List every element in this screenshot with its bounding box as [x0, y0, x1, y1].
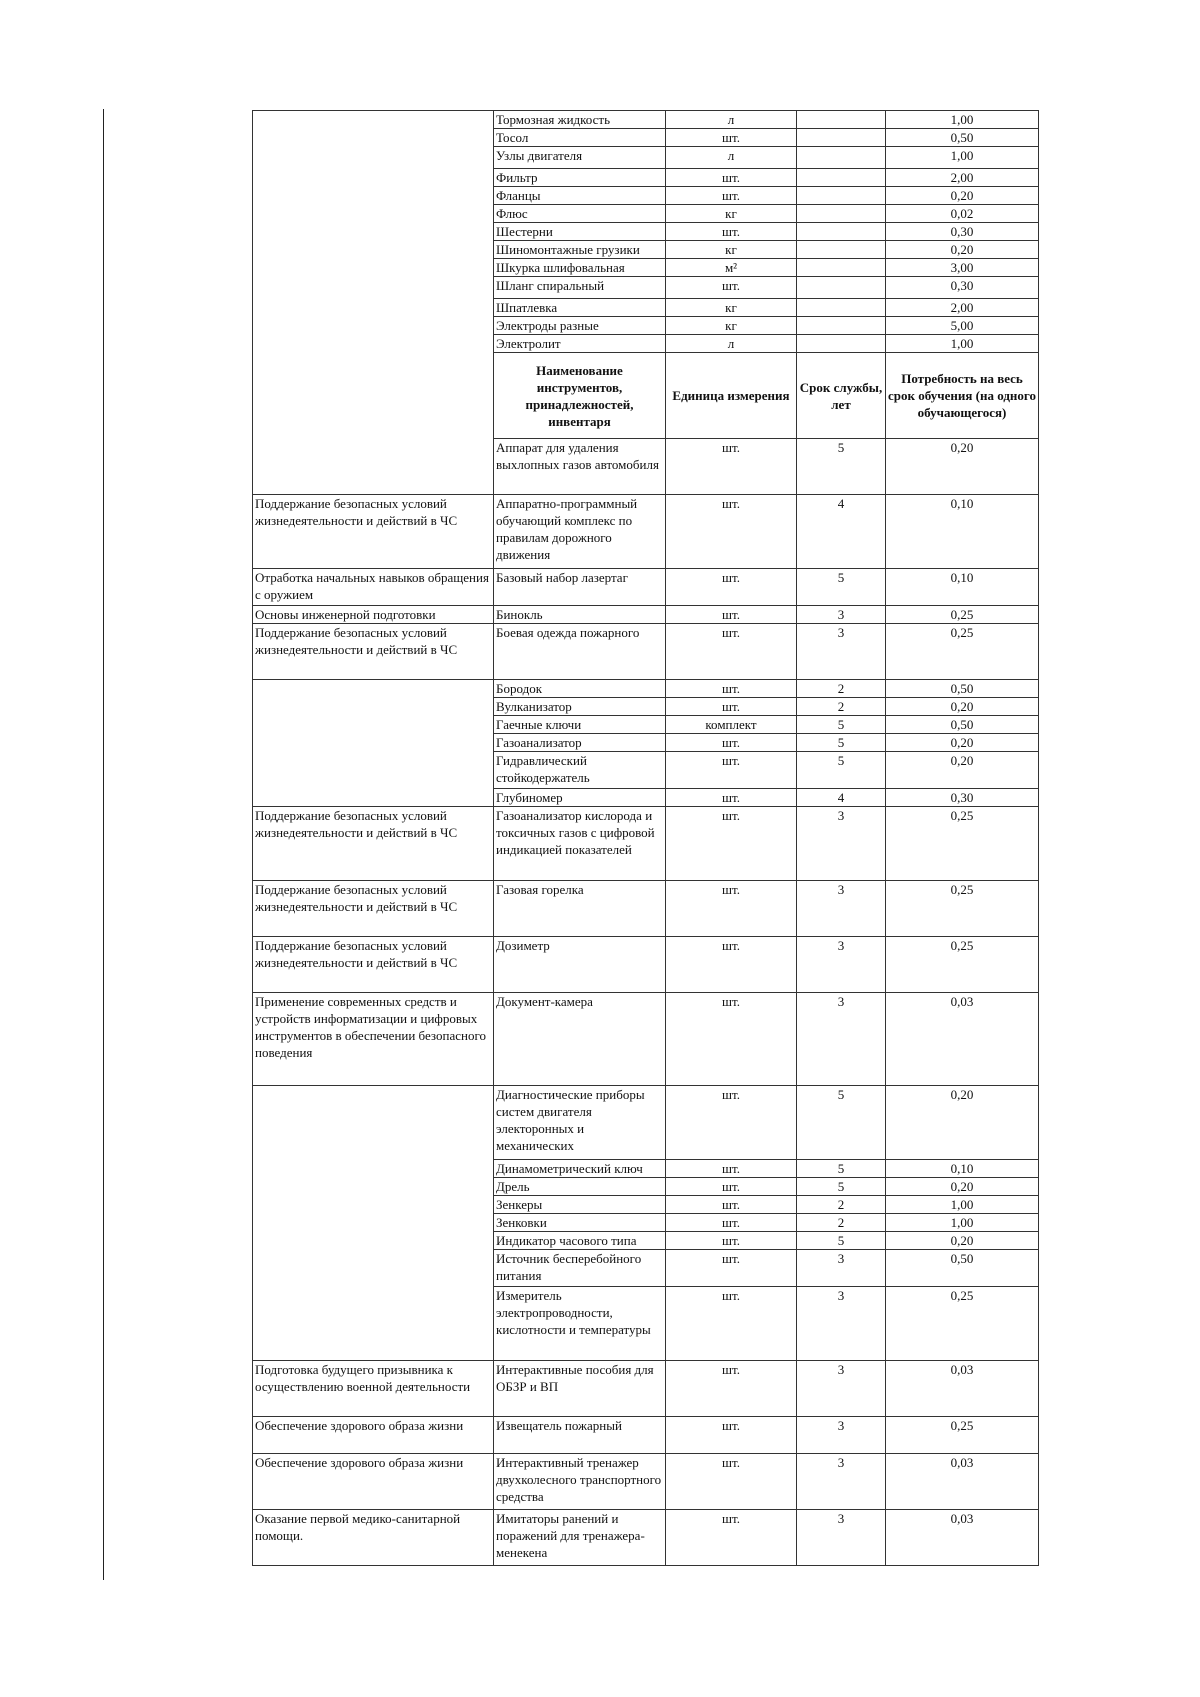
item-name: Гаечные ключи: [494, 716, 666, 734]
item-unit: кг: [666, 299, 797, 317]
item-qty: 3,00: [886, 259, 1039, 277]
item-life: [797, 169, 886, 187]
item-life: 4: [797, 495, 886, 569]
item-life: 2: [797, 698, 886, 716]
item-name: Узлы двигателя: [494, 147, 666, 169]
item-name: Фланцы: [494, 187, 666, 205]
table-row: [253, 111, 1039, 129]
section-cell: Поддержание безопасных условий жизнедеятельности и действий в ЧС: [253, 807, 494, 881]
item-qty: 1,00: [886, 111, 1039, 129]
item-life: 5: [797, 752, 886, 789]
table-row: [253, 606, 1039, 624]
item-life: 3: [797, 937, 886, 993]
section-cell: [253, 680, 494, 807]
item-qty: 0,50: [886, 716, 1039, 734]
item-life: [797, 259, 886, 277]
item-name: Зенкеры: [494, 1196, 666, 1214]
item-qty: 0,20: [886, 752, 1039, 789]
item-qty: 0,10: [886, 495, 1039, 569]
item-qty: 0,20: [886, 698, 1039, 716]
item-qty: 1,00: [886, 1214, 1039, 1232]
item-name: Газовая горелка: [494, 881, 666, 937]
item-qty: 0,20: [886, 241, 1039, 259]
item-qty: 0,25: [886, 881, 1039, 937]
item-qty: 0,25: [886, 1417, 1039, 1454]
table-row: [253, 807, 1039, 881]
item-name: Газоанализатор: [494, 734, 666, 752]
item-unit: шт.: [666, 1196, 797, 1214]
item-name: Боевая одежда пожарного: [494, 624, 666, 680]
table-row: [253, 680, 1039, 698]
table-row: [253, 1454, 1039, 1510]
item-name: Базовый набор лазертаг: [494, 569, 666, 606]
item-qty: 0,25: [886, 606, 1039, 624]
item-unit: шт.: [666, 1510, 797, 1566]
item-qty: 0,25: [886, 624, 1039, 680]
item-qty: 0,30: [886, 277, 1039, 299]
item-name: Тосол: [494, 129, 666, 147]
item-qty: 0,25: [886, 807, 1039, 881]
item-name: Аппаратно-программный обучающий комплекс по правилам дорожного движения: [494, 495, 666, 569]
section-cell: [253, 111, 494, 495]
item-name: Шкурка шлифовальная: [494, 259, 666, 277]
section-cell: Поддержание безопасных условий жизнедеятельности и действий в ЧС: [253, 624, 494, 680]
item-life: 3: [797, 1454, 886, 1510]
table-row: [253, 1361, 1039, 1417]
item-name: Фильтр: [494, 169, 666, 187]
item-unit: шт.: [666, 569, 797, 606]
item-life: 5: [797, 1160, 886, 1178]
item-name: Аппарат для удаления выхлопных газов автомобиля: [494, 439, 666, 495]
item-life: [797, 129, 886, 147]
item-name: Шпатлевка: [494, 299, 666, 317]
item-qty: 0,20: [886, 187, 1039, 205]
item-life: 3: [797, 1287, 886, 1361]
item-qty: 1,00: [886, 1196, 1039, 1214]
item-life: 2: [797, 680, 886, 698]
item-unit: м²: [666, 259, 797, 277]
item-unit: шт.: [666, 752, 797, 789]
item-qty: 0,50: [886, 680, 1039, 698]
item-qty: 0,20: [886, 1086, 1039, 1160]
item-life: [797, 335, 886, 353]
table-row: [253, 624, 1039, 680]
item-unit: шт.: [666, 1086, 797, 1160]
item-life: [797, 111, 886, 129]
table-row: [253, 1086, 1039, 1160]
item-unit: шт.: [666, 789, 797, 807]
item-name: Имитаторы ранений и поражений для тренажера-менекена: [494, 1510, 666, 1566]
item-unit: шт.: [666, 624, 797, 680]
item-unit: кг: [666, 317, 797, 335]
table-row: [253, 1510, 1039, 1566]
item-name: Глубиномер: [494, 789, 666, 807]
header-qty: Потребность на весь срок обучения (на одного обучающегося): [886, 353, 1039, 439]
left-margin-rule: [103, 109, 104, 1580]
item-unit: кг: [666, 241, 797, 259]
item-life: 5: [797, 716, 886, 734]
item-unit: шт.: [666, 807, 797, 881]
item-name: Извещатель пожарный: [494, 1417, 666, 1454]
item-unit: шт.: [666, 1178, 797, 1196]
item-life: 2: [797, 1214, 886, 1232]
item-life: [797, 299, 886, 317]
item-qty: 0,20: [886, 734, 1039, 752]
item-life: 2: [797, 1196, 886, 1214]
item-qty: 0,50: [886, 1250, 1039, 1287]
item-qty: 0,50: [886, 129, 1039, 147]
item-name: Дозиметр: [494, 937, 666, 993]
item-life: [797, 223, 886, 241]
item-life: [797, 277, 886, 299]
item-qty: 0,03: [886, 1510, 1039, 1566]
item-name: Газоанализатор кислорода и токсичных газов с цифровой индикацией показателей: [494, 807, 666, 881]
item-name: Флюс: [494, 205, 666, 223]
item-unit: шт.: [666, 1287, 797, 1361]
item-name: Документ-камера: [494, 993, 666, 1086]
item-name: Бинокль: [494, 606, 666, 624]
header-life: Срок службы, лет: [797, 353, 886, 439]
item-name: Дрель: [494, 1178, 666, 1196]
item-life: 3: [797, 1510, 886, 1566]
item-unit: шт.: [666, 169, 797, 187]
item-life: 5: [797, 569, 886, 606]
item-unit: шт.: [666, 606, 797, 624]
item-unit: шт.: [666, 439, 797, 495]
section-cell: Применение современных средств и устройств информатизации и цифровых инструментов в обеспечении безопасного поведения: [253, 993, 494, 1086]
item-unit: шт.: [666, 1214, 797, 1232]
item-qty: 0,20: [886, 439, 1039, 495]
item-qty: 0,03: [886, 1361, 1039, 1417]
item-unit: шт.: [666, 223, 797, 241]
section-cell: Отработка начальных навыков обращения с оружием: [253, 569, 494, 606]
item-life: 4: [797, 789, 886, 807]
item-life: 3: [797, 1417, 886, 1454]
item-name: Электролит: [494, 335, 666, 353]
section-cell: Основы инженерной подготовки: [253, 606, 494, 624]
item-unit: л: [666, 111, 797, 129]
item-unit: шт.: [666, 495, 797, 569]
item-name: Гидравлический стойкодержатель: [494, 752, 666, 789]
table-row: [253, 881, 1039, 937]
item-life: [797, 205, 886, 223]
item-life: 3: [797, 1361, 886, 1417]
section-cell: Поддержание безопасных условий жизнедеятельности и действий в ЧС: [253, 937, 494, 993]
item-qty: 0,30: [886, 223, 1039, 241]
item-name: Измеритель электропроводности, кислотности и температуры: [494, 1287, 666, 1361]
item-unit: шт.: [666, 734, 797, 752]
item-name: Вулканизатор: [494, 698, 666, 716]
item-name: Тормозная жидкость: [494, 111, 666, 129]
item-name: Зенковки: [494, 1214, 666, 1232]
item-life: 3: [797, 993, 886, 1086]
item-unit: шт.: [666, 698, 797, 716]
table-row: [253, 937, 1039, 993]
section-cell: Оказание первой медико-санитарной помощи.: [253, 1510, 494, 1566]
item-life: 5: [797, 1086, 886, 1160]
item-unit: шт.: [666, 1417, 797, 1454]
item-unit: л: [666, 147, 797, 169]
item-unit: шт.: [666, 881, 797, 937]
item-qty: 0,02: [886, 205, 1039, 223]
item-life: 3: [797, 1250, 886, 1287]
item-qty: 0,20: [886, 1232, 1039, 1250]
item-qty: 2,00: [886, 299, 1039, 317]
item-unit: шт.: [666, 937, 797, 993]
item-life: 3: [797, 606, 886, 624]
item-unit: шт.: [666, 680, 797, 698]
item-name: Индикатор часового типа: [494, 1232, 666, 1250]
item-qty: 1,00: [886, 147, 1039, 169]
item-life: [797, 317, 886, 335]
item-qty: 0,20: [886, 1178, 1039, 1196]
table-row: [253, 1417, 1039, 1454]
item-qty: 0,10: [886, 569, 1039, 606]
section-cell: Поддержание безопасных условий жизнедеятельности и действий в ЧС: [253, 881, 494, 937]
item-qty: 0,25: [886, 1287, 1039, 1361]
item-qty: 2,00: [886, 169, 1039, 187]
item-life: [797, 241, 886, 259]
item-qty: 0,03: [886, 1454, 1039, 1510]
item-life: 5: [797, 1232, 886, 1250]
item-life: [797, 187, 886, 205]
item-name: Источник бесперебойного питания: [494, 1250, 666, 1287]
item-unit: шт.: [666, 993, 797, 1086]
item-life: 5: [797, 734, 886, 752]
item-name: Электроды разные: [494, 317, 666, 335]
item-life: 3: [797, 881, 886, 937]
item-life: [797, 147, 886, 169]
table-row: [253, 495, 1039, 569]
item-unit: л: [666, 335, 797, 353]
item-unit: шт.: [666, 129, 797, 147]
item-qty: 1,00: [886, 335, 1039, 353]
item-unit: шт.: [666, 187, 797, 205]
header-name: Наименование инструментов, принадлежностей, инвентаря: [494, 353, 666, 439]
item-unit: шт.: [666, 1160, 797, 1178]
item-qty: 5,00: [886, 317, 1039, 335]
section-cell: [253, 1086, 494, 1361]
header-unit: Единица измерения: [666, 353, 797, 439]
table-row: [253, 993, 1039, 1086]
item-name: Диагностические приборы систем двигателя электоронных и механических: [494, 1086, 666, 1160]
item-unit: кг: [666, 205, 797, 223]
section-cell: Обеспечение здорового образа жизни: [253, 1417, 494, 1454]
section-cell: Подготовка будущего призывника к осуществлению военной деятельности: [253, 1361, 494, 1417]
item-unit: шт.: [666, 1232, 797, 1250]
item-qty: 0,25: [886, 937, 1039, 993]
item-name: Шланг спиральный: [494, 277, 666, 299]
item-qty: 0,30: [886, 789, 1039, 807]
item-name: Интерактивный тренажер двухколесного транспортного средства: [494, 1454, 666, 1510]
item-unit: шт.: [666, 277, 797, 299]
item-life: 3: [797, 807, 886, 881]
item-unit: шт.: [666, 1250, 797, 1287]
item-qty: 0,10: [886, 1160, 1039, 1178]
section-cell: Обеспечение здорового образа жизни: [253, 1454, 494, 1510]
item-unit: шт.: [666, 1361, 797, 1417]
item-unit: шт.: [666, 1454, 797, 1510]
item-life: 3: [797, 624, 886, 680]
item-qty: 0,03: [886, 993, 1039, 1086]
item-unit: комплект: [666, 716, 797, 734]
item-name: Шестерни: [494, 223, 666, 241]
equipment-table: [252, 110, 1039, 1566]
item-life: 5: [797, 439, 886, 495]
item-name: Бородок: [494, 680, 666, 698]
item-life: 5: [797, 1178, 886, 1196]
item-name: Интерактивные пособия для ОБЗР и ВП: [494, 1361, 666, 1417]
table-row: [253, 569, 1039, 606]
item-name: Шиномонтажные грузики: [494, 241, 666, 259]
item-name: Динамометрический ключ: [494, 1160, 666, 1178]
section-cell: Поддержание безопасных условий жизнедеятельности и действий в ЧС: [253, 495, 494, 569]
